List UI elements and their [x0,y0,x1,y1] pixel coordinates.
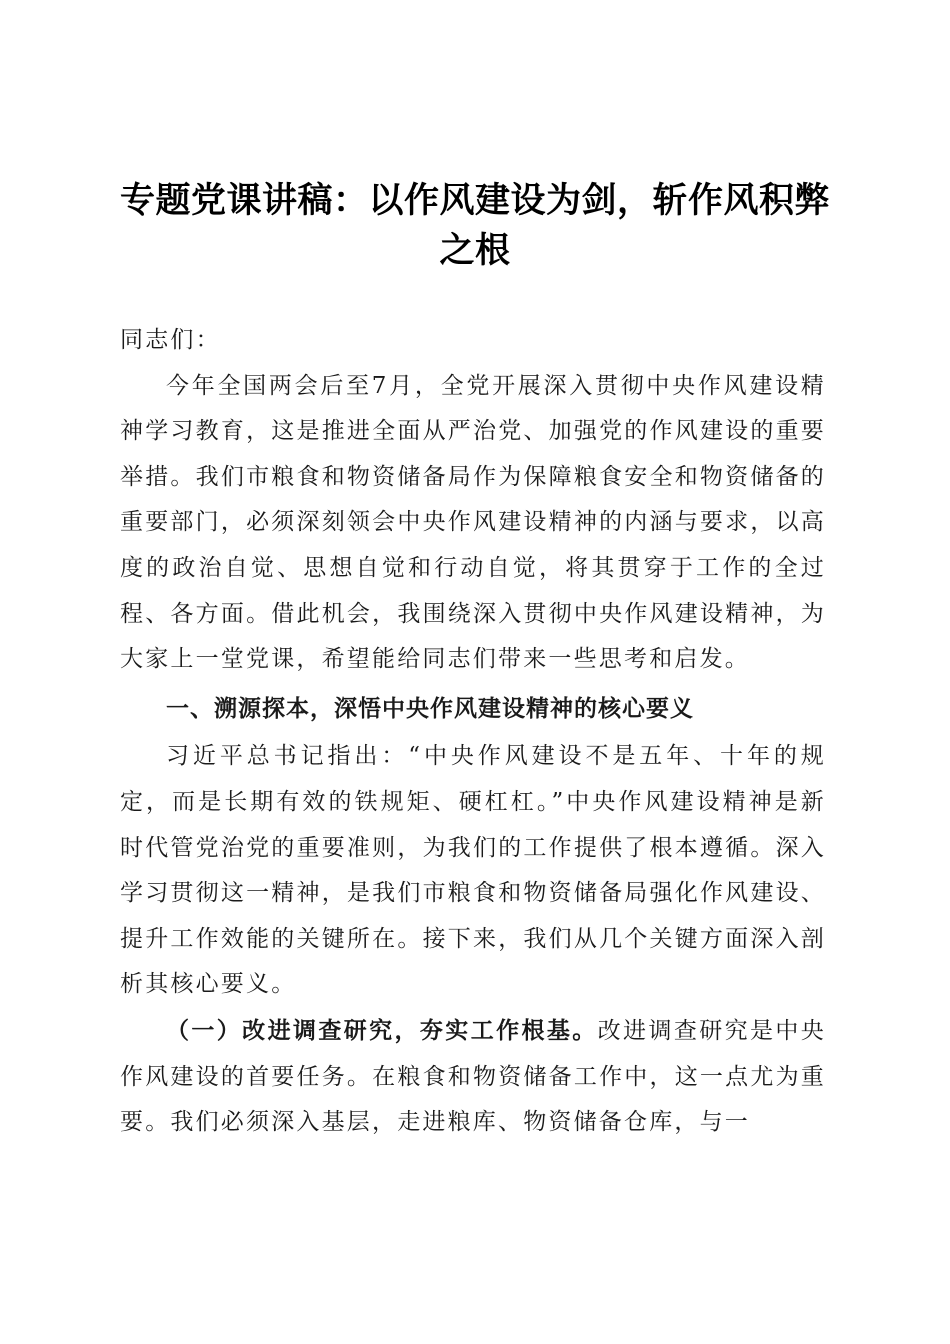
section-1-paragraph: 习近平总书记指出：“中央作风建设不是五年、十年的规定，而是长期有效的铁规矩、硬杠杠。”中央作风建设精神是新时代管党治党的重要准则，为我们的工作提供了根本遵循。深入学习贯彻这一精神，是我们市粮食和物资储备局强化作风建设、提升工作效能的关键所在。接下来，我们从几个关键方面深入剖析其核心要义。 [120,743,826,998]
intro-paragraph: 今年全国两会后至7月，全党开展深入贯彻中央作风建设精神学习教育，这是推进全面从严治党、加强党的作风建设的重要举措。我们市粮食和物资储备局作为保障粮食安全和物资储备的重要部门，必须深刻领会中央作风建设精神的内涵与要求，以高度的政治自觉、思想自觉和行动自觉，将其贯穿于工作的全过程、各方面。借此机会，我围绕深入贯彻中央作风建设精神，为大家上一堂党课，希望能给同志们带来一些思考和启发。 [120,372,826,673]
title-line-2: 之根 [439,230,511,271]
salutation: 同志们： [120,327,221,353]
subsection-1-lead: （一）改进调查研究，夯实工作根基。 [166,1016,598,1044]
subsection-1-paragraph [120,1008,826,1146]
title-line-1: 专题党课讲稿：以作风建设为剑，斩作风积弊 [119,180,830,221]
document-body [120,318,826,1146]
subsection-1-text: 改进调查研究是中央作风建设的首要任务。在粮食和物资储备工作中，这一点尤为重要。我们必须深入基层，走进粮库、物资储备仓库，与一 [120,1017,826,1136]
document-title [100,176,850,276]
section-1-heading: 一、溯源探本，深悟中央作风建设精神的核心要义 [166,695,694,722]
